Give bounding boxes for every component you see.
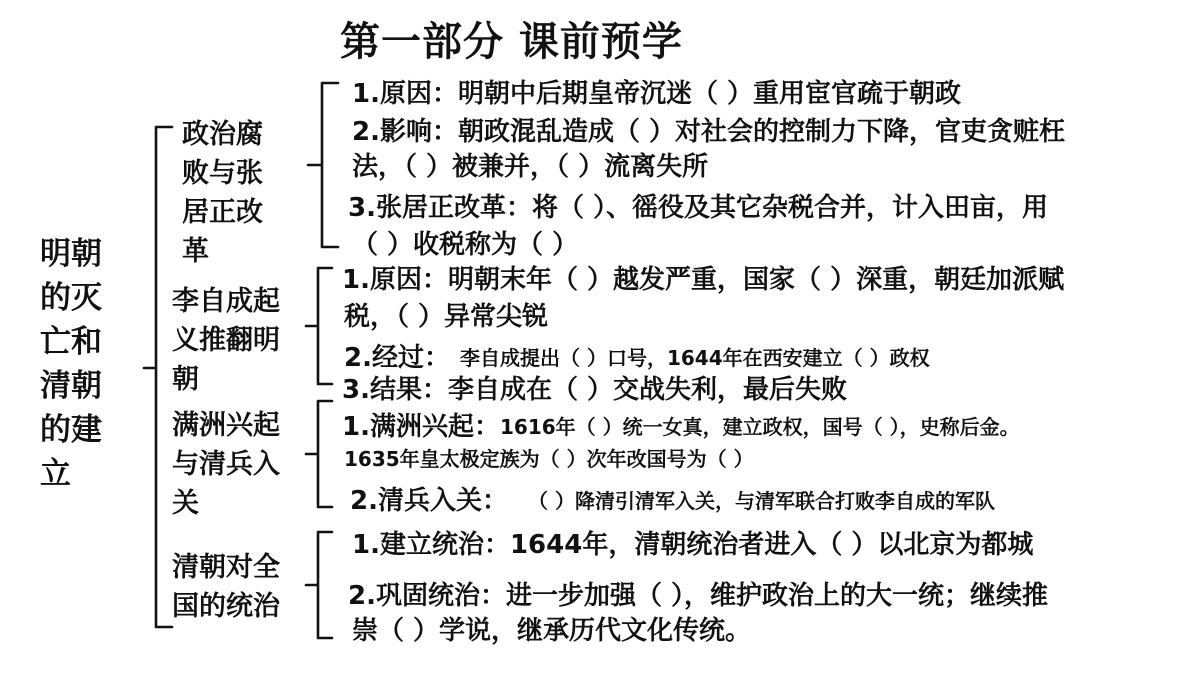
s1-impact-line-cont: 法，（ ）被兼并，（ ）流离失所 bbox=[352, 152, 709, 182]
s2-process-heading: 2.经过： bbox=[344, 343, 450, 373]
section-label-li-zicheng: 李自成起义推翻明朝 bbox=[172, 286, 280, 395]
section3-bracket bbox=[306, 401, 332, 507]
s2-result-line: 3.结果：李自成在（ ）交战失利，最后失败 bbox=[342, 375, 848, 405]
s1-reform-line-cont: （ ）收税称为（ ） bbox=[352, 230, 579, 260]
section-label-manchu: 满洲兴起与清兵入关 bbox=[172, 410, 280, 519]
s2-cause-line: 1.原因：明朝末年（ ）越发严重，国家（ ）深重，朝廷加派赋 bbox=[342, 265, 1065, 295]
s3-entry-line: （ ）降清引清军入关，与清军联合打败李自成的军队 bbox=[528, 489, 995, 513]
s3-entry-heading: 2.清兵入关： bbox=[350, 486, 508, 516]
s1-cause-line: 1.原因：明朝中后期皇帝沉迷（ ）重用宦官疏于朝政 bbox=[352, 79, 962, 109]
s3-rise-line-cont: 1635年皇太极定族为（ ）次年改国号为（ ） bbox=[344, 447, 754, 471]
section1-bracket bbox=[308, 83, 338, 247]
section-label-qing-rule: 清朝对全国的统治 bbox=[172, 552, 280, 622]
s4-consolidate-line: 2.巩固统治：进一步加强（ ），维护政治上的大一统；继续推 bbox=[348, 581, 1049, 611]
s1-reform-line: 3.张居正改革：将（ ）、徭役及其它杂税合并，计入田亩，用 bbox=[348, 193, 1049, 223]
section4-bracket bbox=[306, 532, 332, 638]
s4-consolidate-line-cont: 崇（ ）学说，继承历代文化传统。 bbox=[352, 616, 752, 646]
root-bracket bbox=[144, 127, 172, 627]
section-label-politics: 政治腐败与张居正改革 bbox=[182, 119, 263, 267]
root-topic: 明朝的灭亡和清朝的建立 bbox=[40, 236, 102, 492]
s1-impact-line: 2.影响：朝政混乱造成（ ）对社会的控制力下降，官吏贪赃枉 bbox=[352, 117, 1066, 147]
s3-rise-line: 1616年（ ）统一女真，建立政权，国号（ ），史称后金。 bbox=[500, 415, 1020, 439]
s4-establish-line: 1.建立统治：1644年，清朝统治者进入（ ）以北京为都城 bbox=[352, 530, 1034, 560]
s3-rise-heading: 1.满洲兴起： bbox=[342, 412, 500, 442]
page-title: 第一部分 课前预学 bbox=[340, 19, 683, 65]
s2-cause-line-cont: 税，（ ）异常尖锐 bbox=[344, 302, 549, 332]
s2-process-line: 李自成提出（ ）口号，1644年在西安建立（ ）政权 bbox=[460, 346, 930, 370]
section2-bracket bbox=[306, 268, 332, 384]
